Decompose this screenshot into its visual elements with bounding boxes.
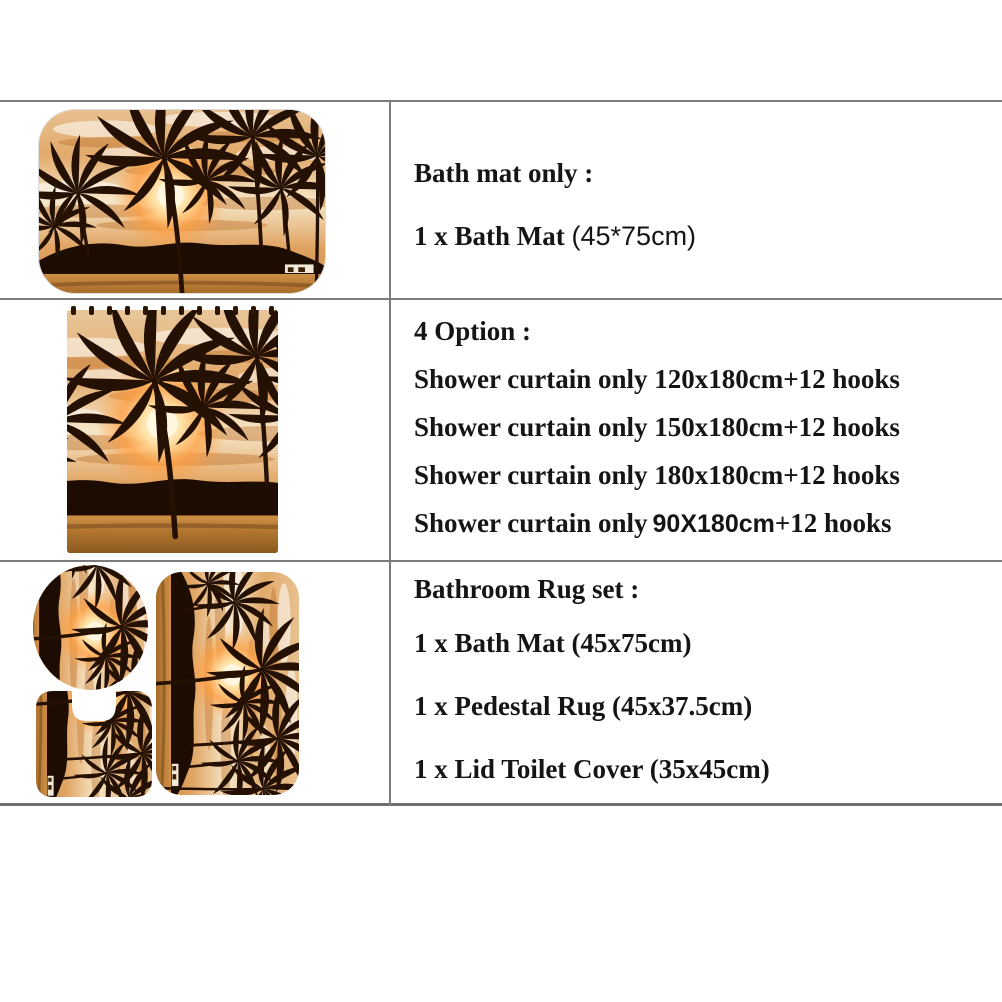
curtain-option-4 [414, 508, 892, 539]
rug-set-item-2: 1 x Pedestal Rug (45x37.5cm) [414, 691, 753, 721]
rug-set-bath-mat-product-image [156, 572, 299, 795]
curtain-hook [269, 306, 274, 315]
divider-top [0, 100, 1002, 102]
divider-row2-row3 [0, 560, 1002, 562]
curtain-hook [89, 306, 94, 315]
curtain-hook [161, 306, 166, 315]
curtain-hook [215, 306, 220, 315]
bath-mat-product-image [39, 110, 325, 293]
curtain-option-3: Shower curtain only 180x180cm+12 hooks [414, 460, 900, 490]
rug-set-item-3: 1 x Lid Toilet Cover (35x45cm) [414, 754, 770, 784]
shower-curtain-product-image [67, 310, 278, 553]
curtain-option-4-suffix: +12 hooks [774, 508, 892, 538]
bath-mat-item-name: 1 x Bath Mat [414, 221, 572, 251]
lid-toilet-cover-product-image [33, 565, 148, 690]
divider-row1-row2 [0, 298, 1002, 300]
pedestal-rug-product-image [36, 691, 152, 797]
rug-set-heading: Bathroom Rug set : [414, 574, 640, 604]
bath-mat-item-line [414, 221, 696, 251]
curtain-hook [143, 306, 148, 315]
bath-mat-item-size: (45*75cm) [571, 221, 697, 251]
curtain-hook [125, 306, 130, 315]
curtain-hook [197, 306, 202, 315]
curtain-hook [71, 306, 76, 315]
curtain-heading: 4 Option : [414, 316, 532, 346]
bath-mat-heading: Bath mat only : [414, 158, 594, 188]
curtain-option-1: Shower curtain only 120x180cm+12 hooks [414, 364, 900, 394]
curtain-hook [179, 306, 184, 315]
curtain-hook [233, 306, 238, 315]
rug-set-item-1: 1 x Bath Mat (45x75cm) [414, 628, 692, 658]
divider-vertical [389, 100, 391, 806]
curtain-hook [107, 306, 112, 315]
divider-bottom [0, 803, 1002, 806]
curtain-option-2: Shower curtain only 150x180cm+12 hooks [414, 412, 900, 442]
curtain-hook [251, 306, 256, 315]
curtain-option-4-size: 90X180cm [652, 510, 775, 538]
curtain-option-4-prefix: Shower curtain only [414, 508, 648, 538]
curtain-hooks [71, 306, 274, 316]
